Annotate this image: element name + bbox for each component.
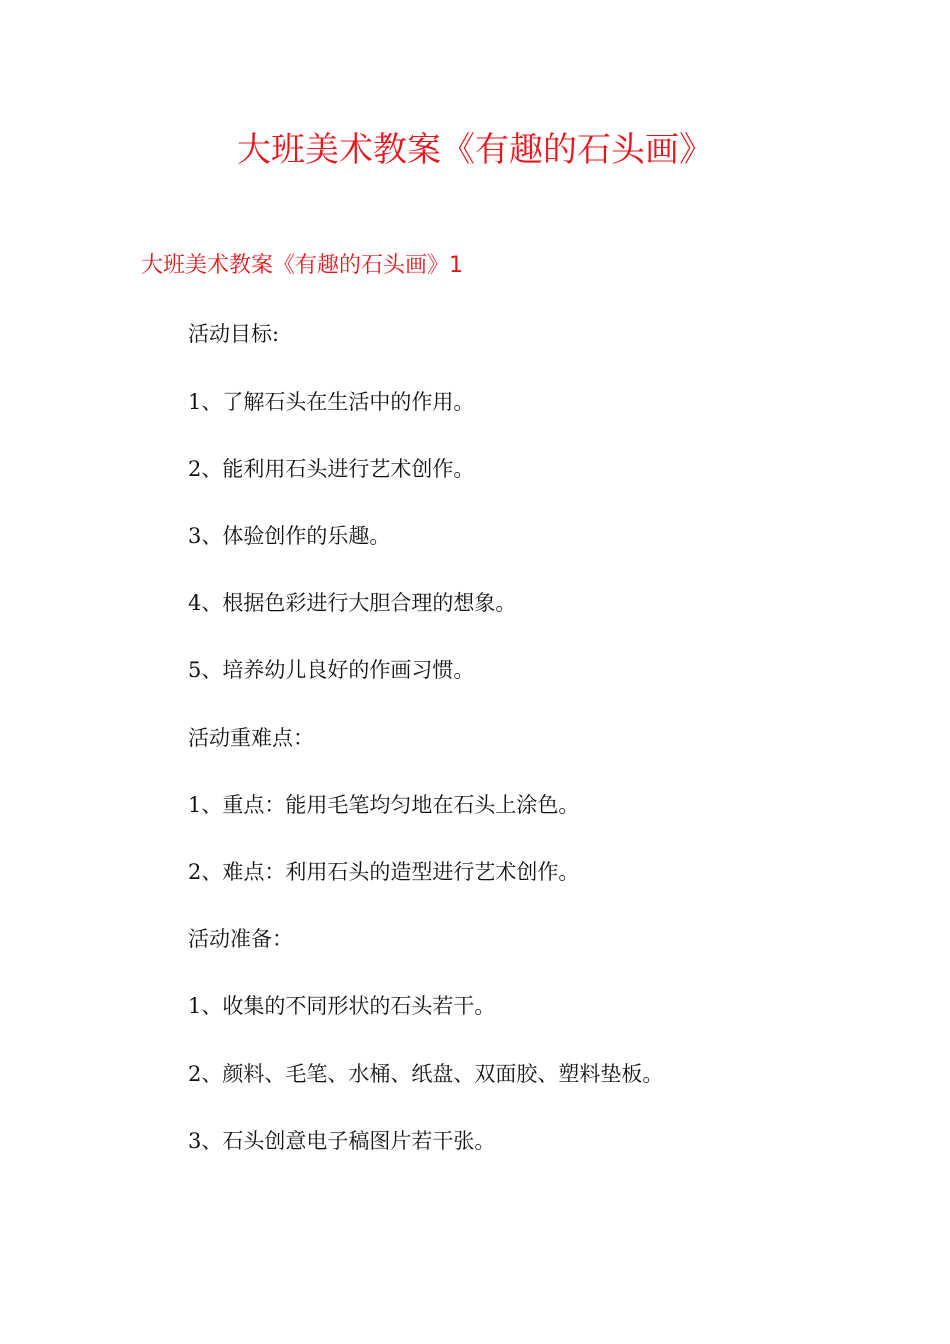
goal-item-3: 3、体验创作的乐趣。: [188, 524, 391, 548]
preparation-item-3: 3、石头创意电子稿图片若干张。: [188, 1129, 496, 1153]
section-heading: 大班美术教案《有趣的石头画》1: [141, 253, 463, 278]
goal-item-4: 4、根据色彩进行大胆合理的想象。: [188, 591, 517, 615]
preparation-item-1: 1、收集的不同形状的石头若干。: [188, 994, 496, 1018]
goal-item-5: 5、培养幼儿良好的作画习惯。: [188, 658, 475, 682]
document-title: 大班美术教案《有趣的石头画》: [237, 130, 713, 170]
goal-item-2: 2、能利用石头进行艺术创作。: [188, 457, 475, 481]
heading-preparation: 活动准备：: [188, 927, 293, 951]
key-point-2: 2、难点：利用石头的造型进行艺术创作。: [188, 860, 580, 884]
goal-item-1: 1、了解石头在生活中的作用。: [188, 390, 475, 414]
preparation-item-2: 2、颜料、毛笔、水桶、纸盘、双面胶、塑料垫板。: [188, 1062, 664, 1086]
heading-activity-goals: 活动目标:: [188, 322, 280, 346]
key-point-1: 1、重点：能用毛笔均匀地在石头上涂色。: [188, 793, 580, 817]
heading-key-points: 活动重难点：: [188, 726, 314, 750]
